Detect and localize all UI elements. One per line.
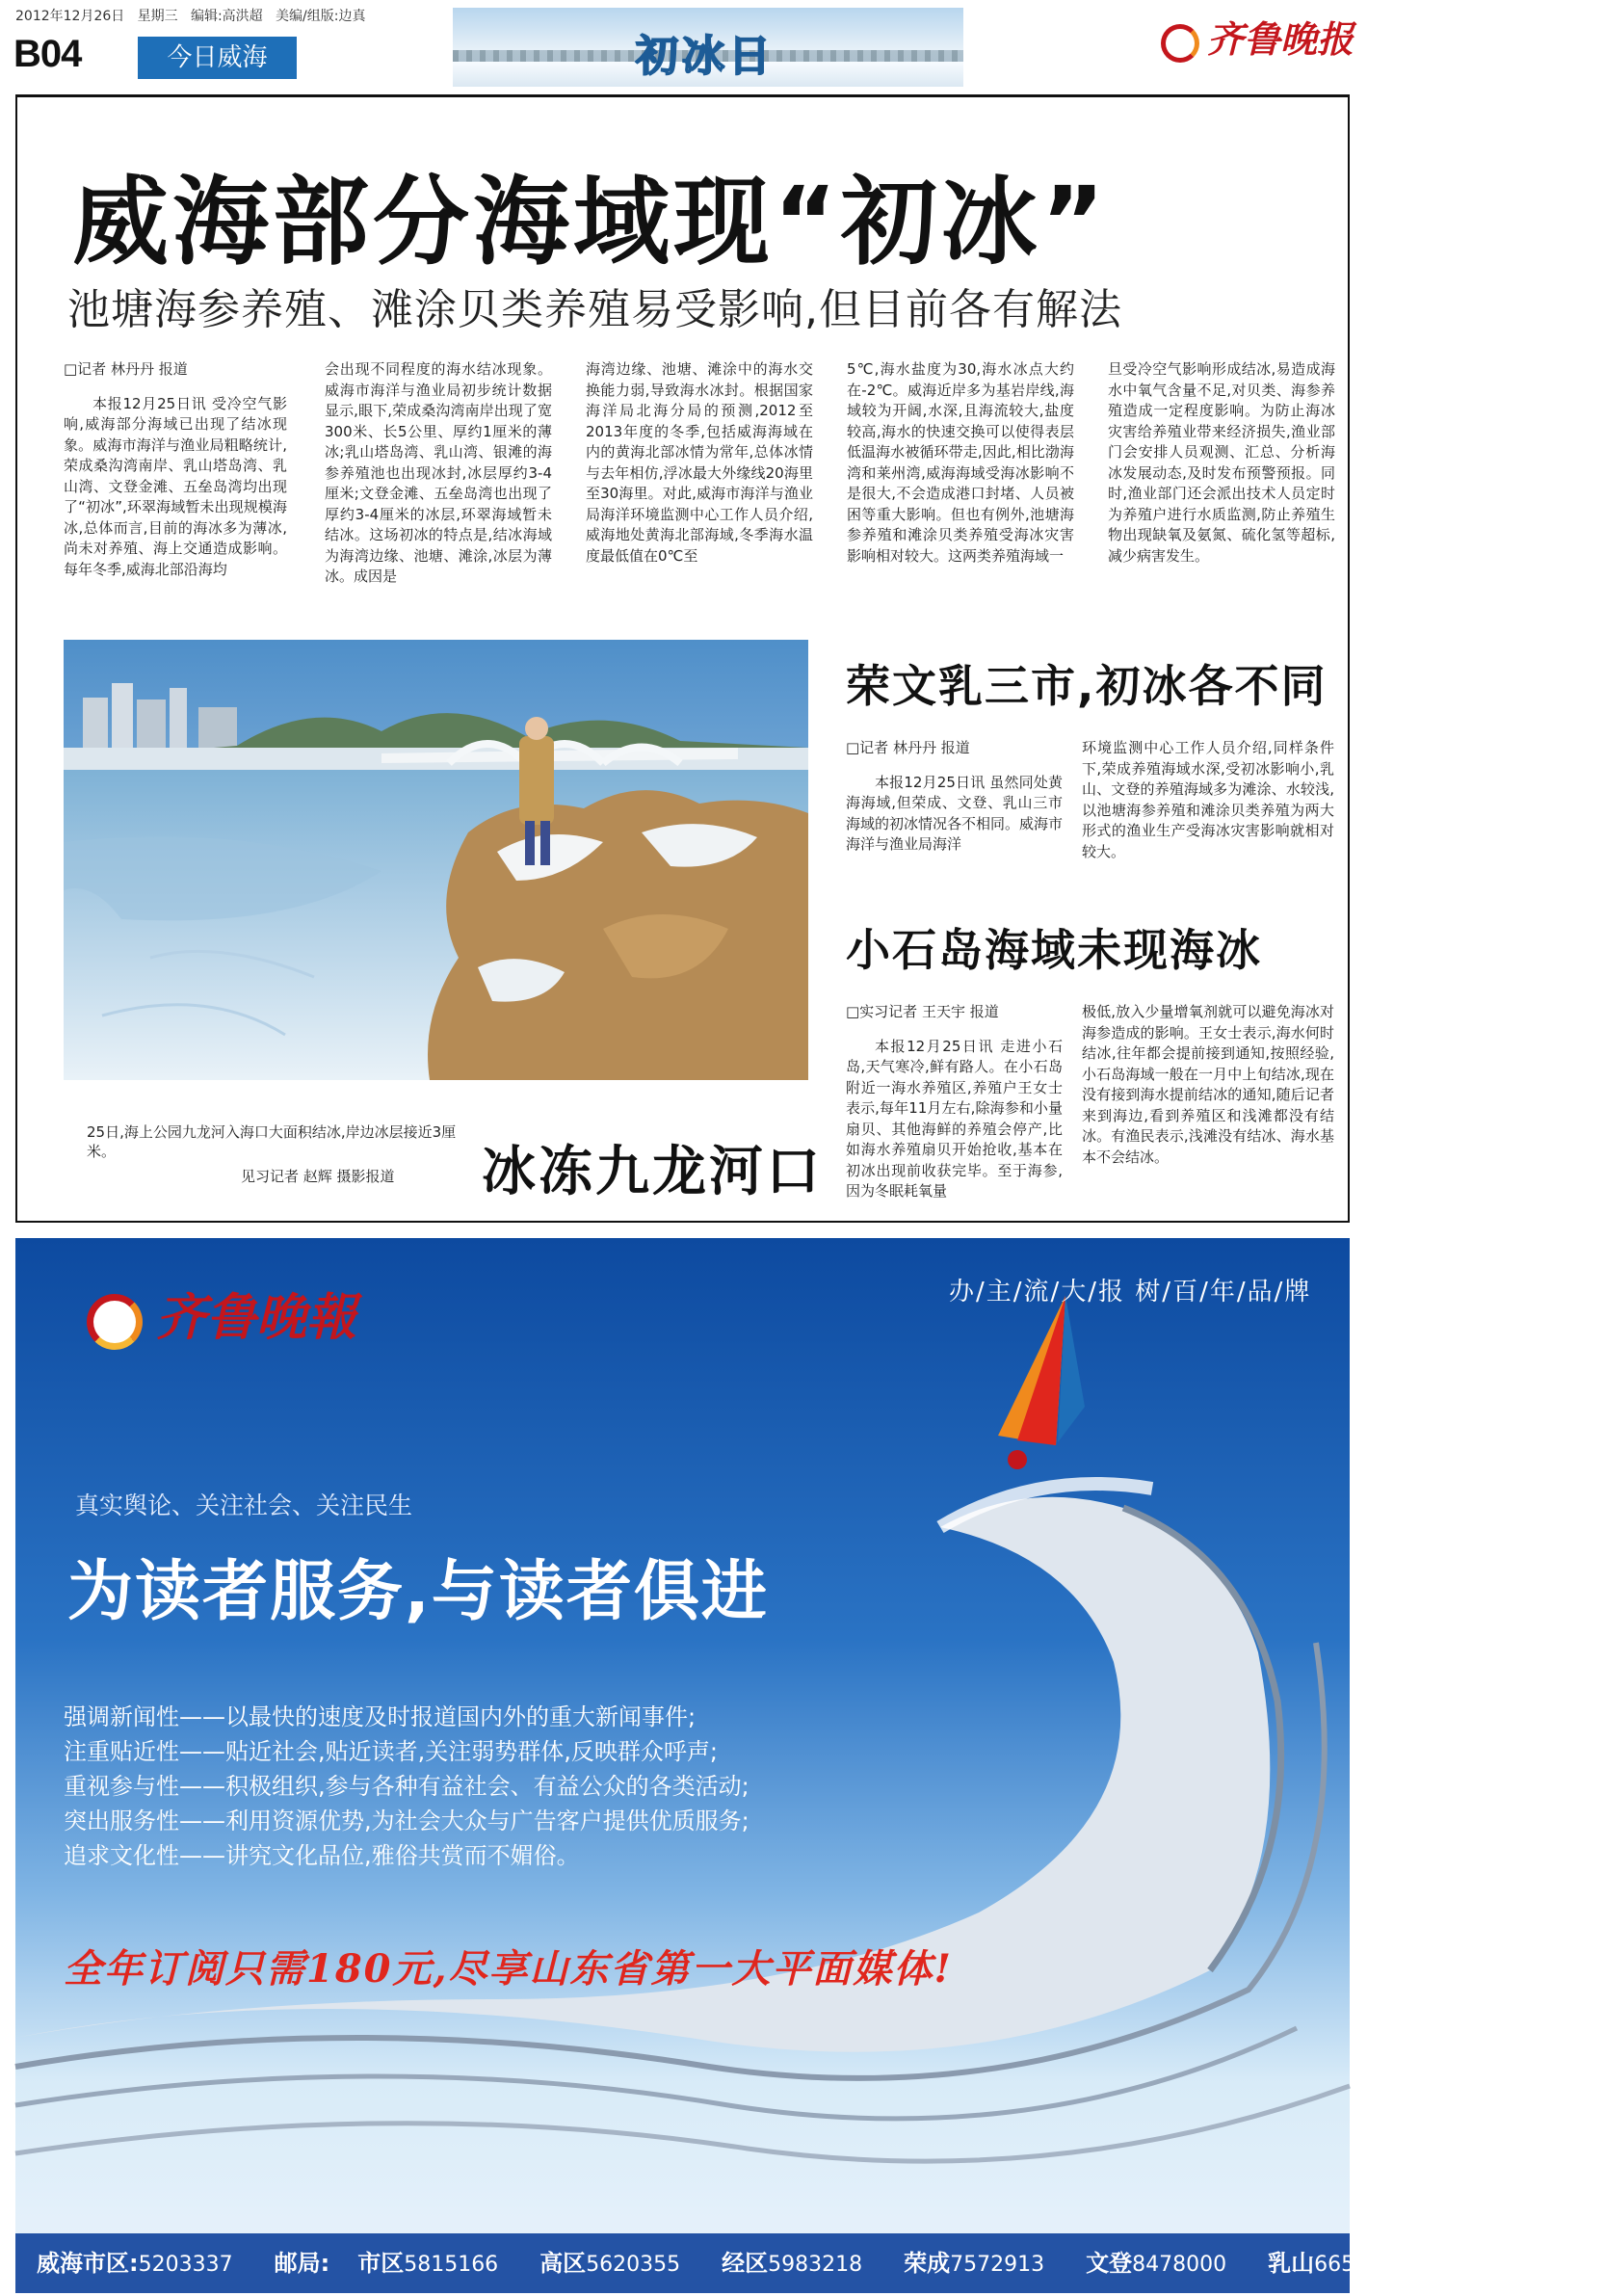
column-text: 极低,放入少量增氧剂就可以避免海冰对海参造成的影响。王女士表示,海水何时结冰,往年都会提前接到通知,按照经验,小石岛海域一般在一月中上旬结冰,现在没有接到海水提前结冰的通知,随后记者来到海边,看到养殖区和浅滩都没有结冰。有渔民表示,浅滩没有结冰、海水基本不会结冰。 bbox=[1082, 1003, 1334, 1166]
page-number: B04 bbox=[13, 33, 82, 75]
photo-caption: 25日,海上公园九龙河入海口大面积结冰,岸边冰层接近3厘米。 bbox=[87, 1123, 457, 1160]
photo-title: 冰冻九龙河口 bbox=[482, 1141, 823, 1203]
column-text: 旦受冷空气影响形成结冰,易造成海水中氧气含量不足,对贝类、海参养殖造成一定程度影响。为防止海冰灾害给养殖业带来经济损失,渔业部门会安排人员观测、汇总、分析海冰发展动态,及时发布预警预报。同时,渔业部门还会派出技术人员定时为养殖户进行水质监测,防止养殖生物出现缺氧及氨氮、硫化氢等超标,减少病害发生。 bbox=[1108, 360, 1335, 565]
story2-column-2 bbox=[1082, 738, 1334, 862]
masthead-name: 齐鲁晚报 bbox=[1207, 17, 1354, 61]
ad-contact-bar bbox=[15, 2233, 1591, 2293]
article-column-2 bbox=[325, 359, 552, 588]
column-text: 本报12月25日讯 受冷空气影响,威海部分海域已出现了结冰现象。威海市海洋与渔业局粗略统计,荣成桑沟湾南岸、乳山塔岛湾、乳山湾、文登金滩、五垒岛湾均出现了“初冰”,环翠海域暂未出现规模海冰,总体而言,目前的海冰多为薄冰,尚未对养殖、海上交通造成影响。每年冬季,威海北部沿海均 bbox=[64, 394, 287, 578]
ad-point: 重视参与性——积极组织,参与各种有益社会、有益公众的各类活动; bbox=[64, 1773, 749, 1800]
story2-title: 荣文乳三市,初冰各不同 bbox=[846, 660, 1328, 712]
column-text: 海湾边缘、池塘、滩涂中的海水交换能力弱,导致海水冰封。根据国家海洋局北海分局的预测,2012至2013年度的冬季,包括威海海域在内的黄海北部冰情为常年,总体冰情与去年相仿,浮冰最大外缘线20海里至30海里。对此,威海市海洋与渔业局海洋环境监测中心工作人员介绍,威海地处黄海北部海域,冬季海水温度最低值在0℃至 bbox=[586, 360, 813, 565]
column-text: 会出现不同程度的海水结冰现象。威海市海洋与渔业局初步统计数据显示,眼下,荣成桑沟湾南岸出现了宽300米、长5公里、厚约1厘米的薄冰;乳山塔岛湾、乳山湾、银滩的海参养殖池也出现冰封,冰层厚约3-4厘米;文登金滩、五垒岛湾也出现了厚约3-4厘米的冰层,环翠海域暂未结冰。这场初冰的特点是,结冰海域为海湾边缘、池塘、滩涂,冰层为薄冰。成因是 bbox=[325, 360, 552, 585]
contact-label: 经区 bbox=[722, 2250, 769, 2277]
contact-number: 6655156 bbox=[1314, 2253, 1409, 2277]
banner-title: 初冰日 bbox=[636, 32, 775, 81]
contact-number: 7572913 bbox=[950, 2253, 1045, 2277]
ad-logo bbox=[87, 1277, 356, 1350]
article-column-5 bbox=[1108, 359, 1335, 567]
contact-number: 5983218 bbox=[768, 2253, 863, 2277]
section-tag: 今日威海 bbox=[138, 37, 297, 79]
contact-label: 市区 bbox=[357, 2250, 405, 2277]
ad-logo-swirl-icon bbox=[87, 1294, 143, 1350]
contact-label: 高区 bbox=[539, 2250, 587, 2277]
ad-point: 强调新闻性——以最快的速度及时报道国内外的重大新闻事件; bbox=[64, 1703, 697, 1730]
story2-column-1 bbox=[846, 738, 1063, 856]
section-banner bbox=[453, 8, 963, 87]
column-text: 本报12月25日讯 走进小石岛,天气寒冷,鲜有路人。在小石岛附近一海水养殖区,养殖户王女士表示,每年11月左右,除海参和小量扇贝、其他海鲜的养殖会停产,比如海水养殖扇贝开始抢收,基本在初冰出现前收获完毕。至于海参,因为冬眠耗氧量 bbox=[846, 1037, 1063, 1200]
story3-column-2 bbox=[1082, 1002, 1334, 1168]
ad-subtitle: 真实舆论、关注社会、关注民生 bbox=[75, 1491, 413, 1519]
ad-headline: 为读者服务,与读者俱进 bbox=[67, 1554, 769, 1630]
ad-point: 追求文化性——讲究文化品位,雅俗共赏而不媚俗。 bbox=[64, 1842, 580, 1869]
contact-number: 7382714 bbox=[1496, 2253, 1591, 2277]
ad-point: 突出服务性——利用资源优势,为社会大众与广告客户提供优质服务; bbox=[64, 1808, 749, 1834]
byline: □记者 林丹丹 报道 bbox=[64, 360, 188, 378]
issue-meta: 2012年12月26日 星期三 编辑:高洪超 美编/组版:边真 bbox=[15, 9, 366, 24]
column-text: 本报12月25日讯 虽然同处黄海海域,但荣成、文登、乳山三市海域的初冰情况各不相同。威海市海洋与渔业局海洋 bbox=[846, 773, 1064, 853]
headline: 威海部分海域现“初冰” bbox=[72, 166, 1109, 278]
contact-city-label: 威海市区: bbox=[37, 2250, 139, 2277]
ad-point: 注重贴近性——贴近社会,贴近读者,关注弱势群体,反映群众呼声; bbox=[64, 1738, 718, 1765]
contact-number: 5620355 bbox=[586, 2253, 681, 2277]
story3-column-1 bbox=[846, 1002, 1063, 1202]
contact-label: 文登 bbox=[1086, 2250, 1133, 2277]
column-text: 环境监测中心工作人员介绍,同样条件下,荣成养殖海域水深,受初冰影响小,乳山、文登的养殖海域多为滩涂、水较浅,以池塘海参养殖和滩涂贝类养殖为两大形式的渔业生产受海冰灾害影响就相对较大。 bbox=[1082, 739, 1334, 860]
article-column-4 bbox=[847, 359, 1074, 567]
contact-post-label: 邮局: bbox=[274, 2250, 330, 2277]
story3-byline: □实习记者 王天宇 报道 bbox=[846, 1003, 999, 1020]
masthead-logo bbox=[1161, 10, 1354, 63]
story3-title: 小石岛海域未现海冰 bbox=[846, 924, 1262, 976]
logo-swirl-icon bbox=[1161, 24, 1199, 63]
contact-number: 5815166 bbox=[404, 2253, 499, 2277]
contact-label: 乳山 bbox=[1268, 2250, 1315, 2277]
ad-slogan: 办/主/流/大/报 树/百/年/品/牌 bbox=[949, 1278, 1312, 1306]
contact-city-number: 5203337 bbox=[138, 2253, 233, 2277]
contact-label: 荣成 bbox=[904, 2250, 951, 2277]
contact-number: 8478000 bbox=[1132, 2253, 1227, 2277]
column-text: 5℃,海水盐度为30,海水冰点大约在-2℃。威海近岸多为基岩岸线,海域较为开阔,水深,且海流较大,盐度较高,海水的快速交换可以使得表层低温海水被循环带走,因此,相比渤海湾和莱州湾,威海海域受海冰影响不是很大,不会造成港口封堵、人员被困等重大影响。但也有例外,池塘海参养殖和滩涂贝类养殖受海冰灾害影响相对较大。这两类养殖海域一 bbox=[847, 360, 1074, 565]
article-column-1 bbox=[64, 359, 287, 580]
ad-points bbox=[64, 1700, 749, 1873]
photo-credit: 见习记者 赵辉 摄影报道 bbox=[241, 1168, 395, 1185]
ad-price-line: 全年订阅只需180元,尽享山东省第一大平面媒体! bbox=[64, 1946, 953, 1992]
frozen-river-photo bbox=[64, 640, 808, 1080]
article-column-3 bbox=[586, 359, 813, 567]
contact-label: 石岛 bbox=[1450, 2250, 1497, 2277]
subheadline: 池塘海参养殖、滩涂贝类养殖易受影响,但目前各有解法 bbox=[67, 285, 1122, 334]
story2-byline: □记者 林丹丹 报道 bbox=[846, 739, 970, 756]
news-photo bbox=[64, 640, 808, 1080]
ad-logo-name: 齐鲁晚報 bbox=[156, 1288, 357, 1347]
